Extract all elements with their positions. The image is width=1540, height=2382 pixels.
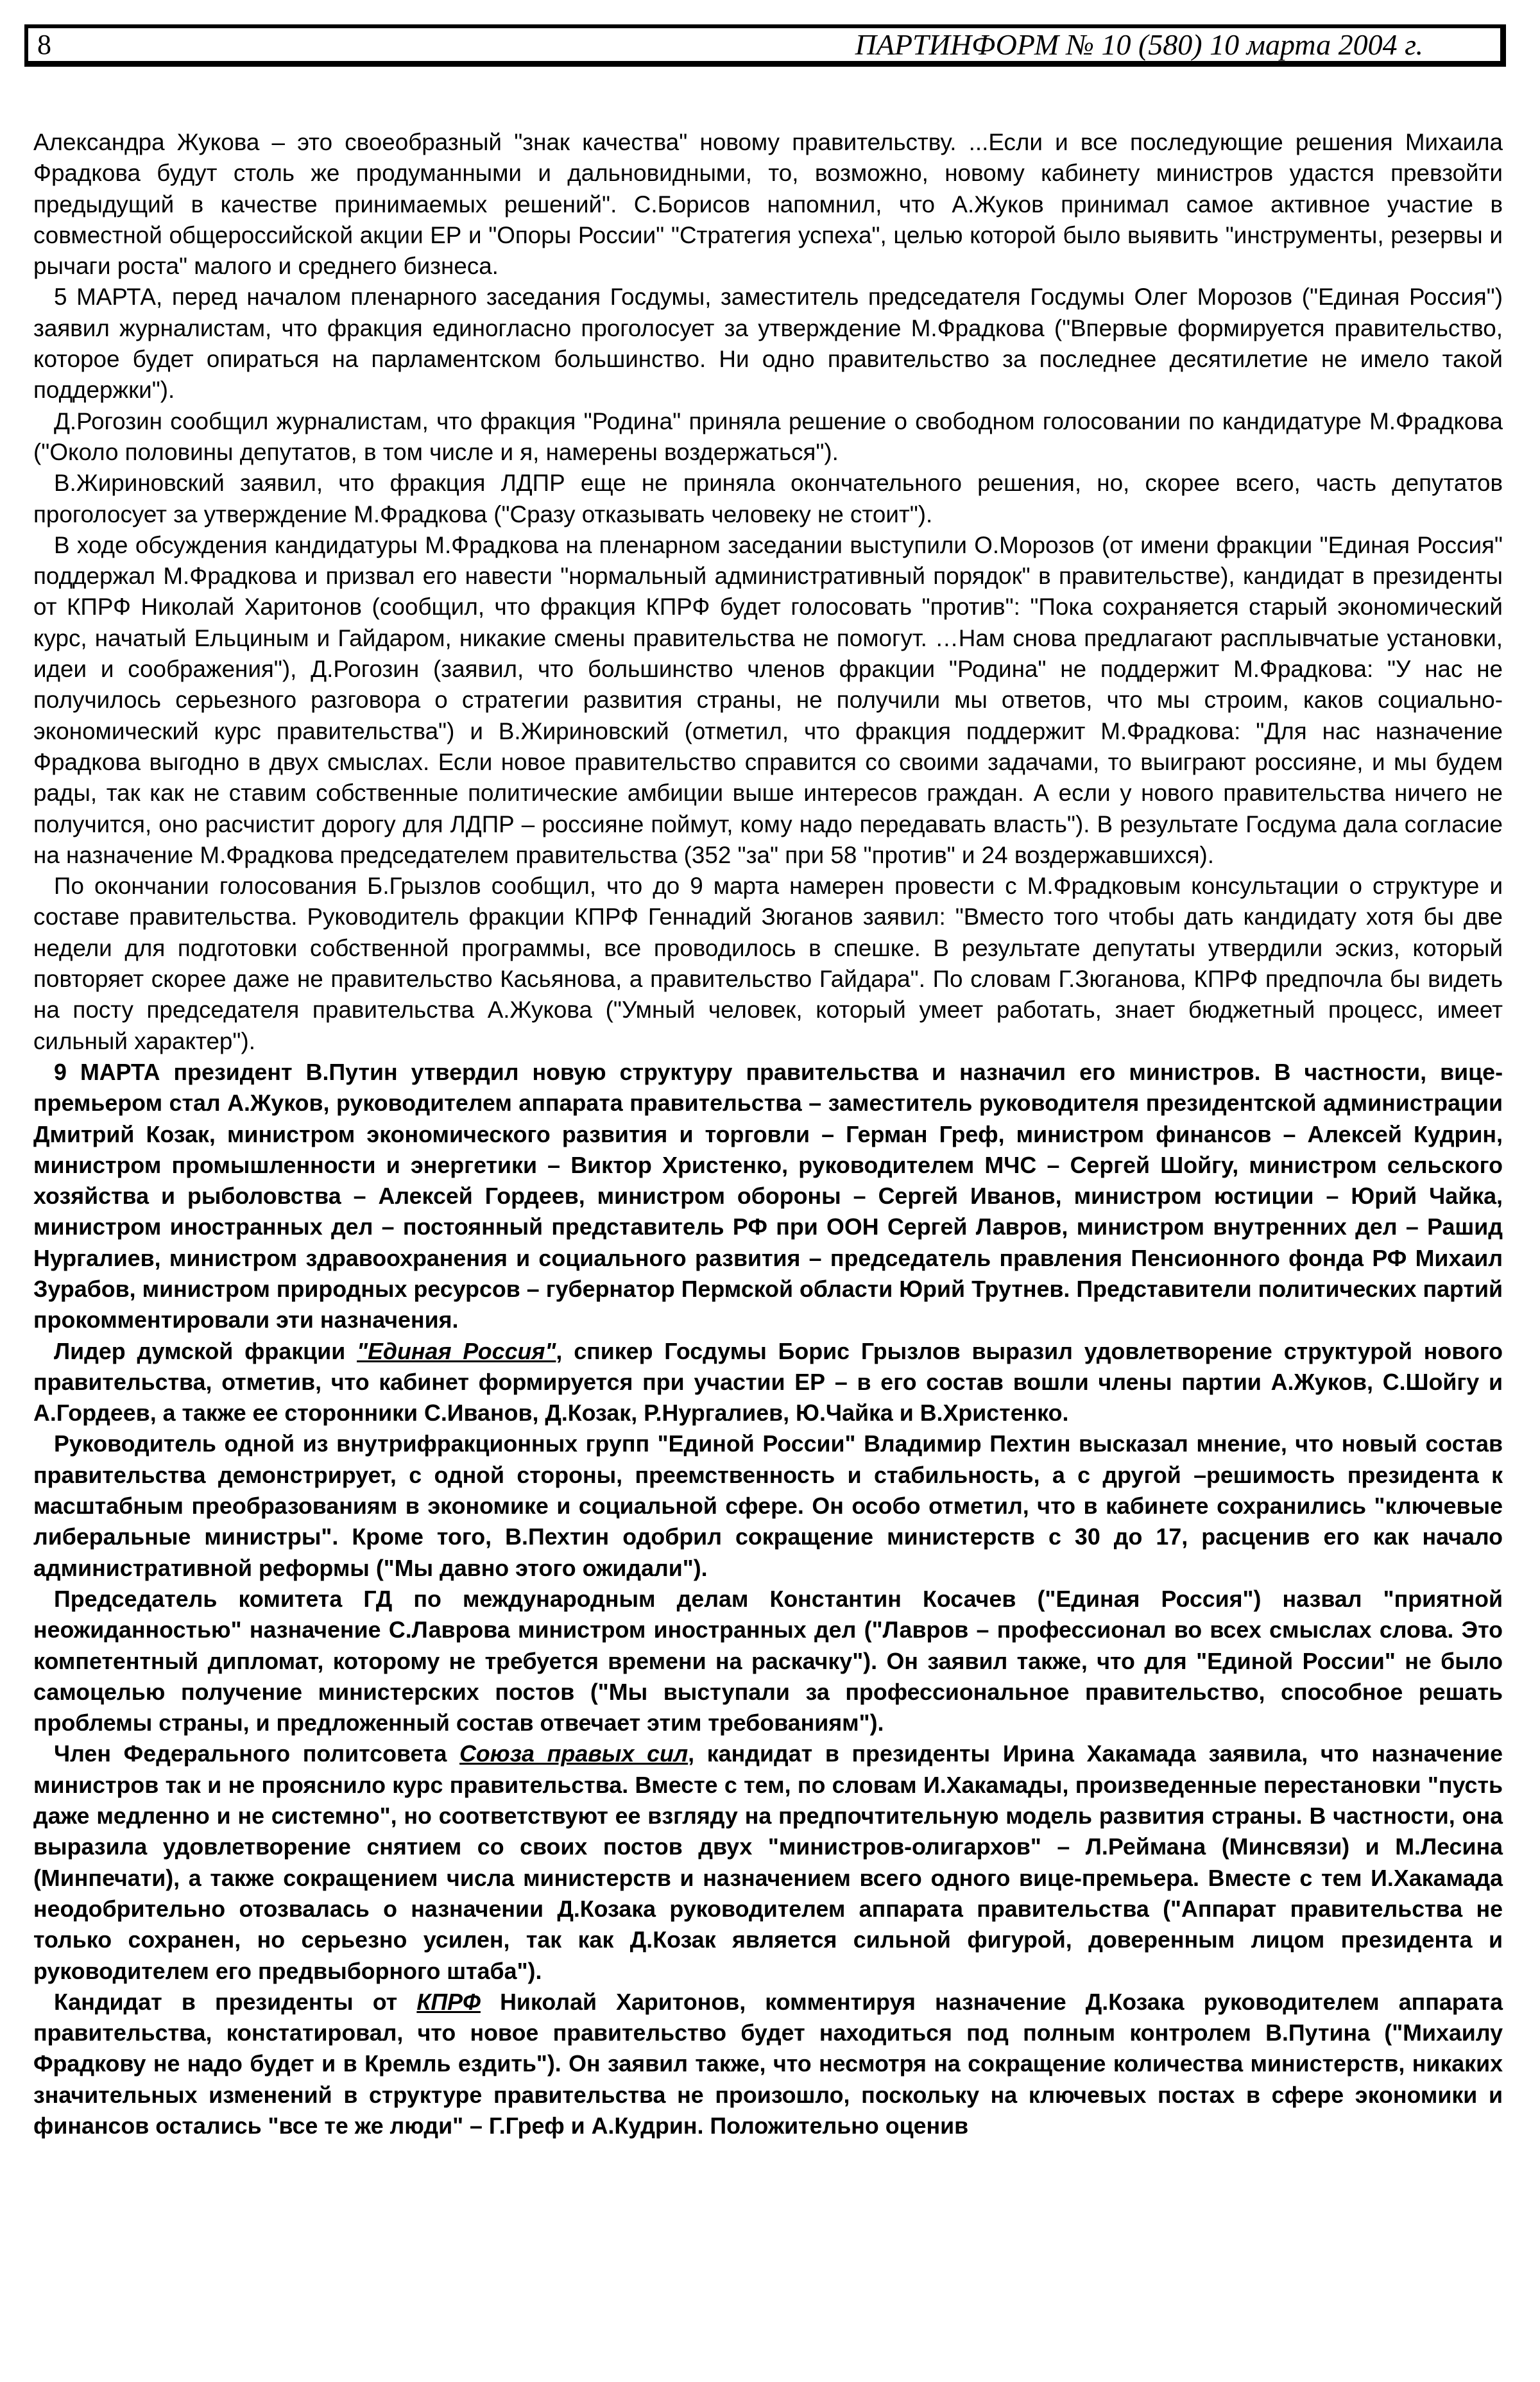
paragraph-text: Член Федерального политсовета [54,1741,460,1767]
paragraph-text: Николай Харитонов, комментируя назначение Д.Козака руководителем аппарата правительства, констатировал, что новое правительство будет находиться под полным контролем В.Путина ("Михаилу Фрадкову не надо будет и в Кремль ездить"). Он заявил также, что несмотря на сокращение количества министерств, никаких значительных изменений в структуре правительства не произошло, поскольку на ключевых постах в сфере экономики и финансов остались "все те же люди" – Г.Греф и А.Кудрин. Положительно оценив [33,1989,1503,2139]
paragraph: В ходе обсуждения кандидатуры М.Фрадкова на пленарном заседании выступили О.Морозов (от имени фракции "Единая Россия" поддержал М.Фрадкова и призвал его навести "нормальный административный порядок" в правительстве), кандидат в президенты от КПРФ Николай Харитонов (сообщил, что фракция КПРФ будет голосовать "против": "Пока сохраняется старый экономический курс, начатый Ельциным и Гайдаром, никакие смены правительства не помогут. …Нам снова предлагают расплывчатые установки, идеи и соображения"), Д.Рогозин (заявил, что большинство членов фракции "Родина" не поддержит М.Фрадкова: "У нас не получилось серьезного разговора о стратегии развития страны, не получили мы ответов, что мы строим, каков социально-экономический курс правительства") и В.Жириновский (отметил, что фракция поддержит М.Фрадкова: "Для нас назначение Фрадкова выгодно в двух смыслах. Если новое правительство справится со своими задачами, то выиграют россияне, и мы будем рады, так как не ставим собственные политические амбиции выше интересов граждан. А если у нового правительства ничего не получится, оно расчистит дорогу для ЛДПР – россияне поймут, кому надо передавать власть"). В результате Госдума дала согласие на назначение М.Фрадкова председателем правительства (352 "за" при 58 "против" и 24 воздержавшихся). [33,531,1503,868]
party-link-edinaya-rossiya[interactable]: "Единая Россия" [357,1338,556,1364]
publication-title: ПАРТИНФОРМ № 10 (580) 10 марта 2004 г. [855,28,1423,61]
paragraph-text: , спикер Госдумы Борис Грызлов выразил удовлетворение структурой нового правительства, отметив, что кабинет формируется при участии ЕР – в его состав вошли члены партии А.Жуков, С.Шойгу и А.Гордеев, а также ее сторонники С.Иванов, Д.Козак, Р.Нургалиев, Ю.Чайка и В.Христенко. [33,1338,1503,1427]
paragraph: Александра Жукова – это своеобразный "знак качества" новому правительству. ...Если и все последующие решения Михаила Фрадкова будут столь же продуманными и дальновидными, то, возможно, новому кабинету министров удастся превзойти предыдущий в качестве принимаемых решений". С.Борисов напомнил, что А.Жуков принимал самое активное участие в совместной общероссийской акции ЕР и "Опоры России" "Стратегия успеха", целью которой было выявить "инструменты, резервы и рычаги роста" малого и среднего бизнеса. [33,129,1503,280]
page-header [24,24,1506,67]
paragraph-text: Кандидат в президенты от [54,1989,417,2015]
paragraph: Руководитель одной из внутрифракционных групп "Единой России" Владимир Пехтин высказал мнение, что новый состав правительства демонстрирует, с одной стороны, преемственность и стабильность, а с другой –решимость президента к масштабным преобразованиям в экономике и социальной сфере. Он особо отметил, что в кабинете сохранились "ключевые либеральные министры". Кроме того, В.Пехтин одобрил сокращение министерств с 30 до 17, расценив его как начало административной реформы ("Мы давно этого ожидали"). [33,1431,1503,1581]
article-body [33,127,1503,2141]
paragraph-text: , кандидат в президенты Ирина Хакамада заявила, что назначение министров так и не прояснило курс правительства. Вместе с тем, по словам И.Хакамады, произведенные перестановки "пусть даже медленно и не системно", но соответствуют ее взгляду на предпочтительную модель развития страны. В частности, она выразила удовлетворение снятием со своих постов двух "министров-олигархов" – Л.Реймана (Минсвязи) и М.Лесина (Минпечати), а также сокращением числа министерств и назначением всего одного вице-премьера. Вместе с тем И.Хакамада неодобрительно отозвалась о назначении Д.Козака руководителем аппарата правительства ("Аппарат правительства не только сохранен, но серьезно усилен, так как Д.Козак является сильной фигурой, доверенным лицом президента и руководителем его предвыборного штаба"). [33,1741,1503,1984]
paragraph-text: Лидер думской фракции [54,1338,357,1364]
paragraph: По окончании голосования Б.Грызлов сообщил, что до 9 марта намерен провести с М.Фрадковым консультации о структуре и составе правительства. Руководитель фракции КПРФ Геннадий Зюганов заявил: "Вместо того чтобы дать кандидату хотя бы две недели для подготовки собственной программы, все проводилось в спешке. В результате депутаты утвердили эскиз, который повторяет скорее даже не правительство Касьянова, а правительство Гайдара". По словам Г.Зюганова, КПРФ предпочла бы видеть на посту председателя правительства А.Жукова ("Умный человек, который умеет работать, знает бюджетный процесс, имеет сильный характер"). [33,873,1503,1054]
paragraph: В.Жириновский заявил, что фракция ЛДПР еще не приняла окончательного решения, но, скорее всего, часть депутатов проголосует за утверждение М.Фрадкова ("Сразу отказывать человеку не стоит"). [33,470,1503,527]
page-number: 8 [37,29,51,60]
paragraph: 9 МАРТА президент В.Путин утвердил новую структуру правительства и назначил его министров. В частности, вице-премьером стал А.Жуков, руководителем аппарата правительства – заместитель руководителя президентской администрации Дмитрий Козак, министром экономического развития и торговли – Герман Греф, министром финансов – Алексей Кудрин, министром промышленности и энергетики – Виктор Христенко, руководителем МЧС – Сергей Шойгу, министром сельского хозяйства и рыболовства – Алексей Гордеев, министром обороны – Сергей Иванов, министром юстиции – Юрий Чайка, министром иностранных дел – постоянный представитель РФ при ООН Сергей Лавров, министром внутренних дел – Рашид Нургалиев, министром здравоохранения и социального развития – председатель правления Пенсионного фонда РФ Михаил Зурабов, министром природных ресурсов – губернатор Пермской области Юрий Трутнев. Представители политических партий прокомментировали эти назначения. [33,1059,1503,1333]
paragraph [33,1738,1503,1986]
paragraph [33,1987,1503,2141]
paragraph: 5 МАРТА, перед началом пленарного заседания Госдумы, заместитель председателя Госдумы Олег Морозов ("Единая Россия") заявил журналистам, что фракция единогласно проголосует за утверждение М.Фрадкова ("Впервые формируется правительство, которое будет опираться на парламентском большинство. Ни одно правительство за последнее десятилетие не имело такой поддержки"). [33,284,1503,404]
paragraph: Председатель комитета ГД по международным делам Константин Косачев ("Единая Россия") назвал "приятной неожиданностью" назначение С.Лаврова министром иностранных дел ("Лавров – профессионал во всех смыслах слова. Это компетентный дипломат, которому не требуется времени на раскачку"). Он заявил также, что для "Единой России" не было самоцелью получение министерских постов ("Мы выступали за профессиональное правительство, способное решать проблемы страны, и предложенный состав отвечает этим требованиям"). [33,1586,1503,1736]
paragraph [33,1336,1503,1429]
paragraph: Д.Рогозин сообщил журналистам, что фракция "Родина" приняла решение о свободном голосовании по кандидатуре М.Фрадкова ("Около половины депутатов, в том числе и я, намерены воздержаться"). [33,407,1503,465]
party-link-kprf[interactable]: КПРФ [416,1989,481,2015]
party-link-sps[interactable]: Союза правых сил [459,1741,689,1767]
